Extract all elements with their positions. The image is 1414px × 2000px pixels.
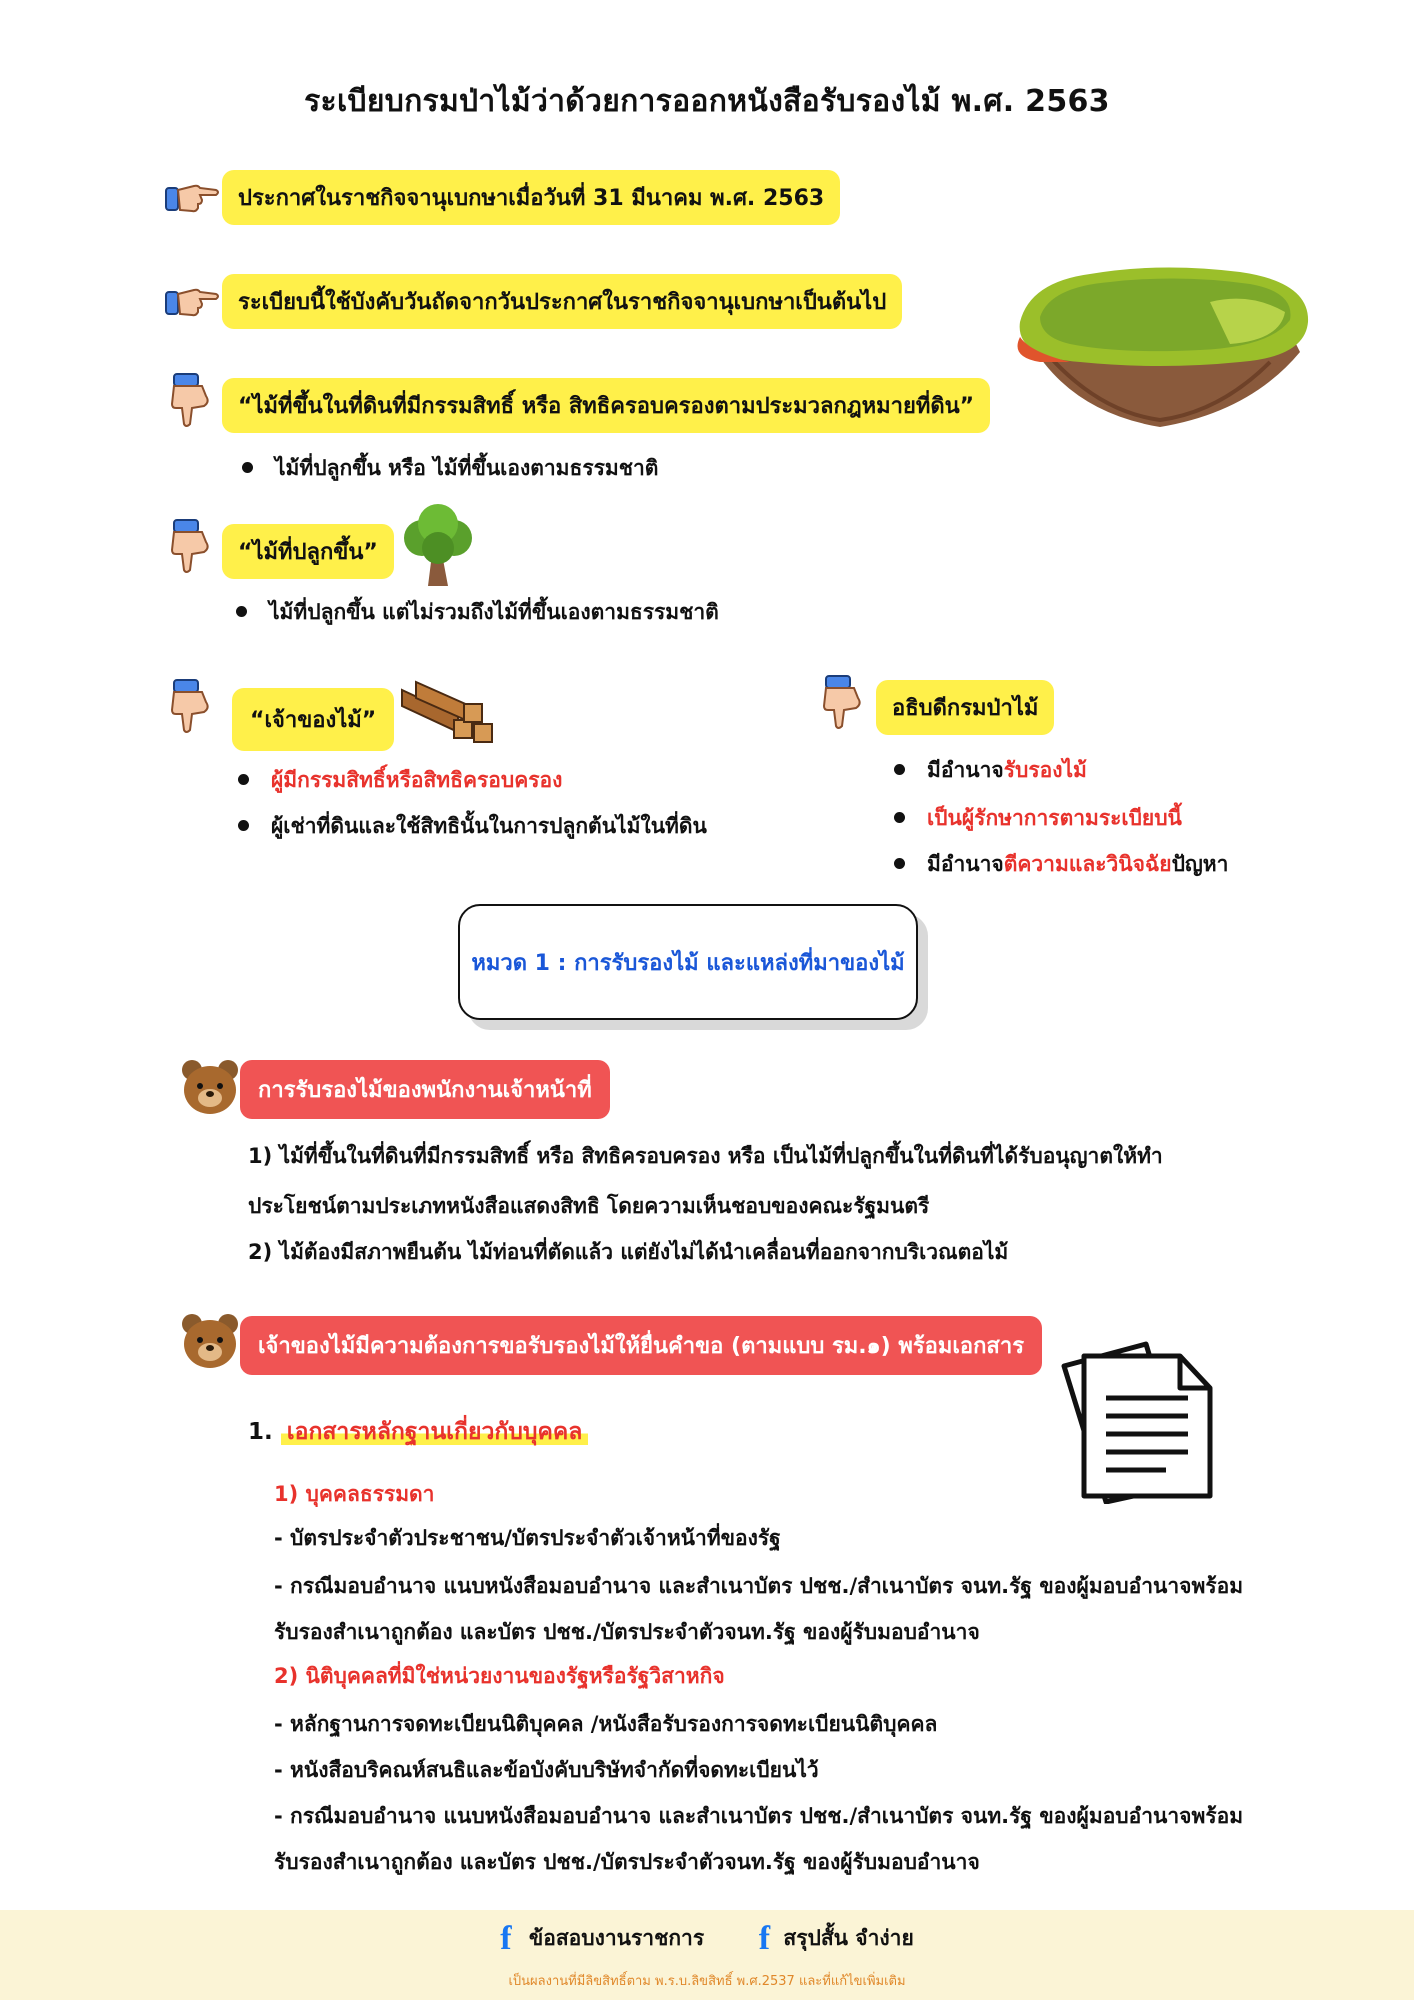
hand-point-down-icon xyxy=(166,678,216,734)
def-planted-box: “ไม้ที่ปลูกขึ้น” xyxy=(222,524,394,579)
effective-box: ระเบียบนี้ใช้บังคับวันถัดจากวันประกาศในราชกิจจานุเบกษาเป็นต้นไป xyxy=(222,274,902,329)
np-line-1: - บัตรประจำตัวประชาชน/บัตรประจำตัวเจ้าหน้าที่ของรัฐ xyxy=(274,1526,781,1550)
land-island-icon xyxy=(1010,262,1316,430)
jp-line-1: - หลักฐานการจดทะเบียนนิติบุคคล /หนังสือรับรองการจดทะเบียนนิติบุคคล xyxy=(274,1712,938,1736)
facebook-link-1[interactable]: f ข้อสอบงานราชการ xyxy=(500,1920,705,1957)
bear-icon xyxy=(178,1310,242,1372)
page-title: ระเบียบกรมป่าไม้ว่าด้วยการออกหนังสือรับรองไม้ พ.ศ. 2563 xyxy=(304,84,1110,119)
juristic-heading: 2) นิติบุคคลที่มิใช่หน่วยงานของรัฐหรือรัฐวิสาหกิจ xyxy=(274,1664,725,1688)
facebook-icon: f xyxy=(500,1920,512,1957)
doc-heading: 1. เอกสารหลักฐานเกี่ยวกับบุคคล xyxy=(248,1414,588,1450)
jp-line-3: - กรณีมอบอำนาจ แนบหนังสือมอบอำนาจ และสำเนาบัตร ปชช./สำเนาบัตร จนท.รัฐ ของผู้มอบอำนาจพร้อม xyxy=(274,1804,1244,1828)
list-item: เป็นผู้รักษาการตามระเบียบนี้ xyxy=(894,802,1182,835)
list-item: มีอำนาจตีความและวินิจฉัยปัญหา xyxy=(894,848,1228,881)
document-icon xyxy=(1056,1336,1222,1504)
def-land-wood-box: “ไม้ที่ขึ้นในที่ดินที่มีกรรมสิทธิ์ หรือ สิทธิครอบครองตามประมวลกฎหมายที่ดิน” xyxy=(222,378,990,433)
announce-box: ประกาศในราชกิจจานุเบกษาเมื่อวันที่ 31 มีนาคม พ.ศ. 2563 xyxy=(222,170,840,225)
hand-point-down-icon xyxy=(818,674,868,730)
list-item: ไม้ที่ปลูกขึ้น หรือ ไม้ที่ขึ้นเองตามธรรมชาติ xyxy=(242,452,658,485)
officer-cert-heading: การรับรองไม้ของพนักงานเจ้าหน้าที่ xyxy=(240,1060,610,1119)
hand-point-down-icon xyxy=(166,518,216,574)
np-line-3: รับรองสำเนาถูกต้อง และบัตร ปชช./บัตรประจำตัวจนท.รัฐ ของผู้รับมอบอำนาจ xyxy=(274,1620,980,1644)
footer xyxy=(0,1910,1414,2000)
officer-line-2: ประโยชน์ตามประเภทหนังสือแสดงสิทธิ โดยความเห็นชอบของคณะรัฐมนตรี xyxy=(248,1194,930,1218)
copyright-text: เป็นผลงานที่มีลิขสิทธิ์ตาม พ.ร.บ.ลิขสิทธิ์ พ.ศ.2537 และที่แก้ไขเพิ่มเติม xyxy=(508,1974,906,1989)
natural-person-heading: 1) บุคคลธรรมดา xyxy=(274,1482,435,1506)
chapter-box xyxy=(458,904,918,1020)
hand-point-right-icon xyxy=(164,280,220,324)
def-owner-box: “เจ้าของไม้” xyxy=(232,688,394,751)
list-item: ผู้มีกรรมสิทธิ์หรือสิทธิครอบครอง xyxy=(238,764,562,797)
chapter-label: หมวด 1 : การรับรองไม้ และแหล่งที่มาของไม้ xyxy=(471,950,905,976)
bear-icon xyxy=(178,1056,242,1118)
jp-line-4: รับรองสำเนาถูกต้อง และบัตร ปชช./บัตรประจำตัวจนท.รัฐ ของผู้รับมอบอำนาจ xyxy=(274,1850,980,1874)
list-item: มีอำนาจรับรองไม้ xyxy=(894,754,1087,787)
jp-line-2: - หนังสือบริคณห์สนธิและข้อบังคับบริษัทจำกัดที่จดทะเบียนไว้ xyxy=(274,1758,819,1782)
officer-line-1: 1) ไม้ที่ขึ้นในที่ดินที่มีกรรมสิทธิ์ หรือ สิทธิครอบครอง หรือ เป็นไม้ที่ปลูกขึ้นในที่ดินที่ได้รับอนุญาตให้ทำ xyxy=(248,1144,1163,1168)
director-box: อธิบดีกรมป่าไม้ xyxy=(876,680,1054,735)
list-item: ผู้เช่าที่ดินและใช้สิทธินั้นในการปลูกต้นไม้ในที่ดิน xyxy=(238,810,707,843)
facebook-link-2[interactable]: f สรุปสั้น จำง่าย xyxy=(758,1920,914,1957)
hand-point-right-icon xyxy=(164,176,220,220)
facebook-icon: f xyxy=(758,1920,771,1957)
owner-request-heading: เจ้าของไม้มีความต้องการขอรับรองไม้ให้ยื่นคำขอ (ตามแบบ รม.๑) พร้อมเอกสาร xyxy=(240,1316,1042,1375)
np-line-2: - กรณีมอบอำนาจ แนบหนังสือมอบอำนาจ และสำเนาบัตร ปชช./สำเนาบัตร จนท.รัฐ ของผู้มอบอำนาจพร้อม xyxy=(274,1574,1244,1598)
officer-line-3: 2) ไม้ต้องมีสภาพยืนต้น ไม้ท่อนที่ตัดแล้ว แต่ยังไม่ได้นำเคลื่อนที่ออกจากบริเวณตอไม้ xyxy=(248,1240,1009,1264)
list-item: ไม้ที่ปลูกขึ้น แต่ไม่รวมถึงไม้ที่ขึ้นเองตามธรรมชาติ xyxy=(236,596,719,629)
tree-icon xyxy=(398,504,478,588)
wood-logs-icon xyxy=(398,676,500,746)
hand-point-down-icon xyxy=(166,372,216,428)
